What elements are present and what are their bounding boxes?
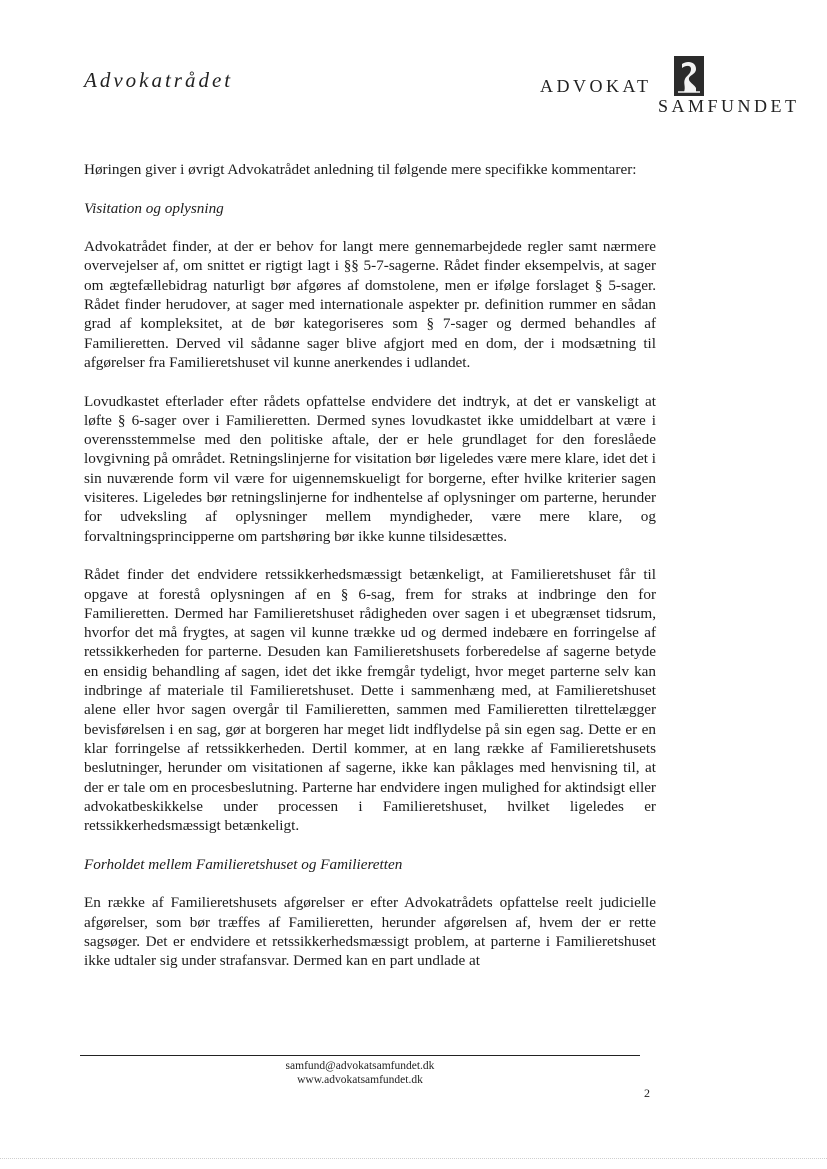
- section-heading-forholdet: Forholdet mellem Familieretshuset og Familieretten: [84, 855, 403, 873]
- logo-word-advokat: ADVOKAT: [540, 76, 652, 96]
- logo-word-samfundet: SAMFUNDET: [658, 96, 800, 116]
- paragraph-2: Lovudkastet efterlader efter rådets opfattelse endvidere det indtryk, at det er vanskeligt at løfte § 6-sager over i Familieretten. Dermed synes lovudkastet ikke umiddelbart at være i overensstemmelse med den politiske aftale, der er hele grundlaget for den foreslåede lovgivning på området. Retningslinjerne for visitation bør ligeledes være mere klare, idet det i sin nuværende form vil være for uigennemskueligt for borgerne, efter hvilke kriterier sagen visiteres. Ligeledes bør retningslinjerne for indhentelse af oplysninger om parterne, herunder for udveksling af oplysninger mellem myndigheder, være mere klare, og forvaltningsprincipperne om partshøring bør ikke kunne tilsidesættes.: [84, 392, 656, 545]
- header-title: Advokatrådet: [84, 68, 234, 92]
- document-body: [84, 160, 656, 990]
- paragraph-1: Advokatrådet finder, at der er behov for langt mere gennemarbejdede regler samt nærmere overvejelser af, om snittet er rigtigt lagt i §§ 5-7-sagerne. Rådet finder eksempelvis, at sager om ægtefællebidrag naturligt bør afgøres af domstolene, men er ifølge forslaget § 5-sager. Rådet finder herudover, at sager med internationale aspekter pr. definition rummer en sådan grad af kompleksitet, at de bør kategoriseres som § 7-sager og dermed behandles af Familieretten. Derved vil sådanne sager blive afgjort med en dom, der i modsætning til afgørelser fra Familieretshuset vil kunne anerkendes i udlandet.: [84, 238, 656, 371]
- footer-website[interactable]: www.advokatsamfundet.dk: [297, 1074, 423, 1086]
- paragraph-3: Rådet finder det endvidere retssikkerhedsmæssigt betænkeligt, at Familieretshuset får til opgave at forestå oplysningen af en § 6-sag, frem for straks at indbringe den for Familieretten. Dermed har Familieretshuset rådigheden over sagen i et ubegrænset tidsrum, hvorfor det må frygtes, at sagen vil kunne trække ud og dermed indebære en forringelse af retssikkerheden for parterne. Desuden kan Familieretshusets forberedelse af sagerne betyde en ensidig behandling af sagen, idet det ikke fremgår tydeligt, hvor meget parterne selv kan indbringe af materiale til Familieretshuset. Dette i sammenhæng med, at Familieretshuset alene eller hvor sagen overgår til Familieretten, sammen med Familieretten tilrettelægger bevisførelsen i en sag, gør at borgeren har meget lidt indflydelse på sin egen sag. Dette er en klar forringelse af retssikkerheden. Dertil kommer, at en lang række af Familieretshusets beslutninger, herunder om visitationen af sagerne, ikke kan påklages med henvisning til, at der er tale om en procesbeslutning. Parterne har endvidere ingen mulighed for aktindsigt eller advokatbeskikkelse under processen i Familieretshuset, hvilket ligeledes er retssikkerhedsmæssigt betænkeligt.: [84, 566, 656, 835]
- footer-email[interactable]: samfund@advokatsamfundet.dk: [285, 1060, 435, 1072]
- section-heading-visitation: Visitation og oplysning: [84, 199, 224, 217]
- intro-paragraph: Høringen giver i øvrigt Advokatrådet anledning til følgende mere specifikke kommentarer:: [84, 161, 637, 178]
- footer: [80, 1059, 640, 1087]
- advokatsamfundet-logo: [540, 56, 810, 126]
- paragraph-4: En række af Familieretshusets afgørelser er efter Advokatrådets opfattelse reelt judicielle afgørelser, som bør træffes af Familieretten, herunder afgørelsen af, hvem der er rette sagsøger. Det er endvidere et retssikkerhedsmæssigt problem, at parterne i Familieretshuset ikke udtaler sig under strafansvar. Dermed kan en part undlade at: [84, 894, 656, 970]
- hourglass-figure-logo-icon: [674, 56, 704, 96]
- footer-divider: [80, 1055, 640, 1056]
- page-number: 2: [644, 1086, 650, 1100]
- scan-edge-divider: [0, 1158, 827, 1159]
